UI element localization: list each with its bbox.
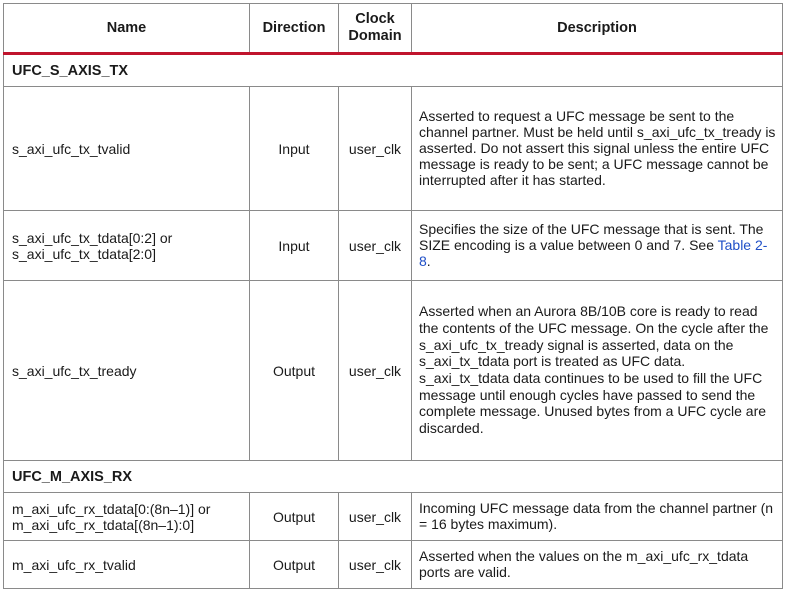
header-row: [4, 4, 783, 54]
signal-name-line1: s_axi_ufc_tx_tdata[0:2] or: [12, 229, 173, 246]
signal-name-line2: s_axi_ufc_tx_tdata[2:0]: [12, 245, 156, 262]
signal-description: Incoming UFC message data from the channel partner (n = 16 bytes maximum).: [412, 493, 783, 541]
signal-description: [412, 211, 783, 281]
signal-clock: user_clk: [339, 87, 412, 211]
header-description: Description: [412, 4, 783, 54]
signal-name: [4, 493, 250, 541]
signal-name-line1: m_axi_ufc_rx_tdata[0:(8n–1)] or: [12, 500, 211, 517]
port-description-table: [3, 3, 783, 589]
signal-direction: Output: [250, 541, 339, 589]
signal-name: m_axi_ufc_rx_tvalid: [4, 541, 250, 589]
signal-name-line2: m_axi_ufc_rx_tdata[(8n–1):0]: [12, 516, 195, 533]
section-title-rx: UFC_M_AXIS_RX: [4, 461, 783, 493]
signal-name: s_axi_ufc_tx_tvalid: [4, 87, 250, 211]
table-row: [4, 493, 783, 541]
description-text: Specifies the size of the UFC message that is sent. The SIZE encoding is a value between 0 and 7. See: [419, 221, 764, 253]
table-row: [4, 211, 783, 281]
header-clock-domain: [339, 4, 412, 54]
signal-direction: Input: [250, 87, 339, 211]
section-row-tx: [4, 54, 783, 87]
signal-direction: Output: [250, 281, 339, 461]
section-row-rx: [4, 461, 783, 493]
signal-description: Asserted to request a UFC message be sent to the channel partner. Must be held until s_axi_ufc_tx_tready is asserted. Do not assert this signal unless the entire UFC message is ready to be sent; a UFC message cannot be interrupted after it has started.: [412, 87, 783, 211]
signal-name: s_axi_ufc_tx_tready: [4, 281, 250, 461]
signal-description: Asserted when an Aurora 8B/10B core is ready to read the contents of the UFC message. On the cycle after the s_axi_ufc_tx_tready signal is asserted, data on the s_axi_tx_tdata port is treated as UFC data. s_axi_tx_tdata data continues to be used to fill the UFC message until enough cycles have passed to send the complete message. Unused bytes from a UFC cycle are discarded.: [412, 281, 783, 461]
signal-clock: user_clk: [339, 541, 412, 589]
signal-clock: user_clk: [339, 211, 412, 281]
header-clock-line1: Clock: [355, 11, 395, 27]
table-row: [4, 281, 783, 461]
table-row: [4, 87, 783, 211]
header-name: Name: [4, 4, 250, 54]
signal-clock: user_clk: [339, 493, 412, 541]
signal-clock: user_clk: [339, 281, 412, 461]
description-period: .: [426, 253, 431, 269]
signal-name: [4, 211, 250, 281]
table-row: [4, 541, 783, 589]
section-title-tx: UFC_S_AXIS_TX: [4, 54, 783, 87]
table-header: [4, 4, 783, 54]
table-reference-link[interactable]: Table 2-8: [419, 237, 768, 269]
table-body: [4, 54, 783, 589]
header-direction: Direction: [250, 4, 339, 54]
signal-direction: Output: [250, 493, 339, 541]
signal-description: Asserted when the values on the m_axi_ufc_rx_tdata ports are valid.: [412, 541, 783, 589]
header-clock-line2: Domain: [348, 28, 402, 44]
signal-direction: Input: [250, 211, 339, 281]
